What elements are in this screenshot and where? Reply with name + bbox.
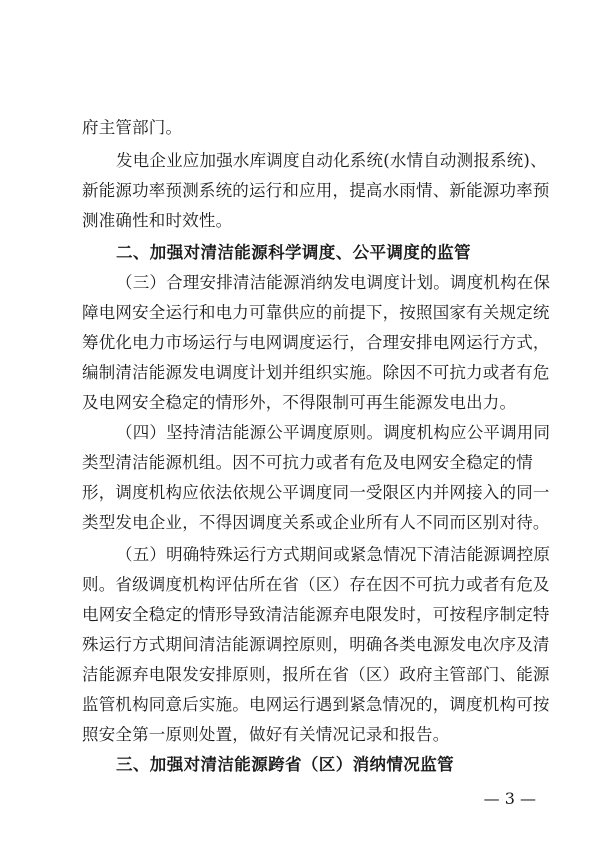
paragraph-line: 洁能源弃电限发安排原则，报所在省（区）政府主管部门、能源 — [82, 665, 550, 684]
paragraph-line: （四）坚持清洁能源公平调度原则。调度机构应公平调用同 — [116, 423, 551, 442]
paragraph-line: 障电网安全运行和电力可靠供应的前提下，按照国家有关规定统 — [82, 303, 550, 322]
paragraph-line: 类型清洁能源机组。因不可抗力或者有危及电网安全稳定的情 — [82, 453, 533, 472]
section-heading: 三、加强对清洁能源跨省（区）消纳情况监管 — [116, 755, 454, 774]
page-number: — 3 — — [483, 789, 536, 808]
paragraph-line: （五）明确特殊运行方式期间或紧急情况下清洁能源调控原 — [116, 545, 551, 564]
paragraph-line: 照安全第一原则处置，做好有关情况记录和报告。 — [82, 725, 450, 744]
paragraph-line: 发电企业应加强水库调度自动化系统(水情自动测报系统)、 — [116, 151, 547, 170]
paragraph-line: 编制清洁能源发电调度计划并组织实施。除因不可抗力或者有危 — [82, 363, 550, 382]
paragraph-line: 电网安全稳定的情形导致清洁能源弃电限发时，可按程序制定特 — [82, 605, 550, 624]
paragraph-line: 监管机构同意后实施。电网运行遇到紧急情况的，调度机构可按 — [82, 695, 550, 714]
paragraph-line: 则。省级调度机构评估所在省（区）存在因不可抗力或者有危及 — [82, 575, 550, 594]
paragraph-line: 殊运行方式期间清洁能源调控原则，明确各类电源发电次序及清 — [82, 635, 550, 654]
paragraph-line: 类型发电企业，不得因调度关系或企业所有人不同而区别对待。 — [82, 513, 550, 532]
paragraph-line: 测准确性和时效性。 — [82, 211, 233, 230]
paragraph-line: （三）合理安排清洁能源消纳发电调度计划。调度机构在保 — [116, 273, 551, 292]
paragraph-line: 筹优化电力市场运行与电网调度运行，合理安排电网运行方式， — [82, 333, 550, 352]
paragraph-line: 新能源功率预测系统的运行和应用，提高水雨情、新能源功率预 — [82, 181, 550, 200]
section-heading: 二、加强对清洁能源科学调度、公平调度的监管 — [116, 243, 471, 262]
paragraph-line: 形，调度机构应依法依规公平调度同一受限区内并网接入的同一 — [82, 483, 550, 502]
paragraph-line: 及电网安全稳定的情形外，不得限制可再生能源发电出力。 — [82, 393, 517, 412]
paragraph-line: 府主管部门。 — [82, 118, 183, 137]
